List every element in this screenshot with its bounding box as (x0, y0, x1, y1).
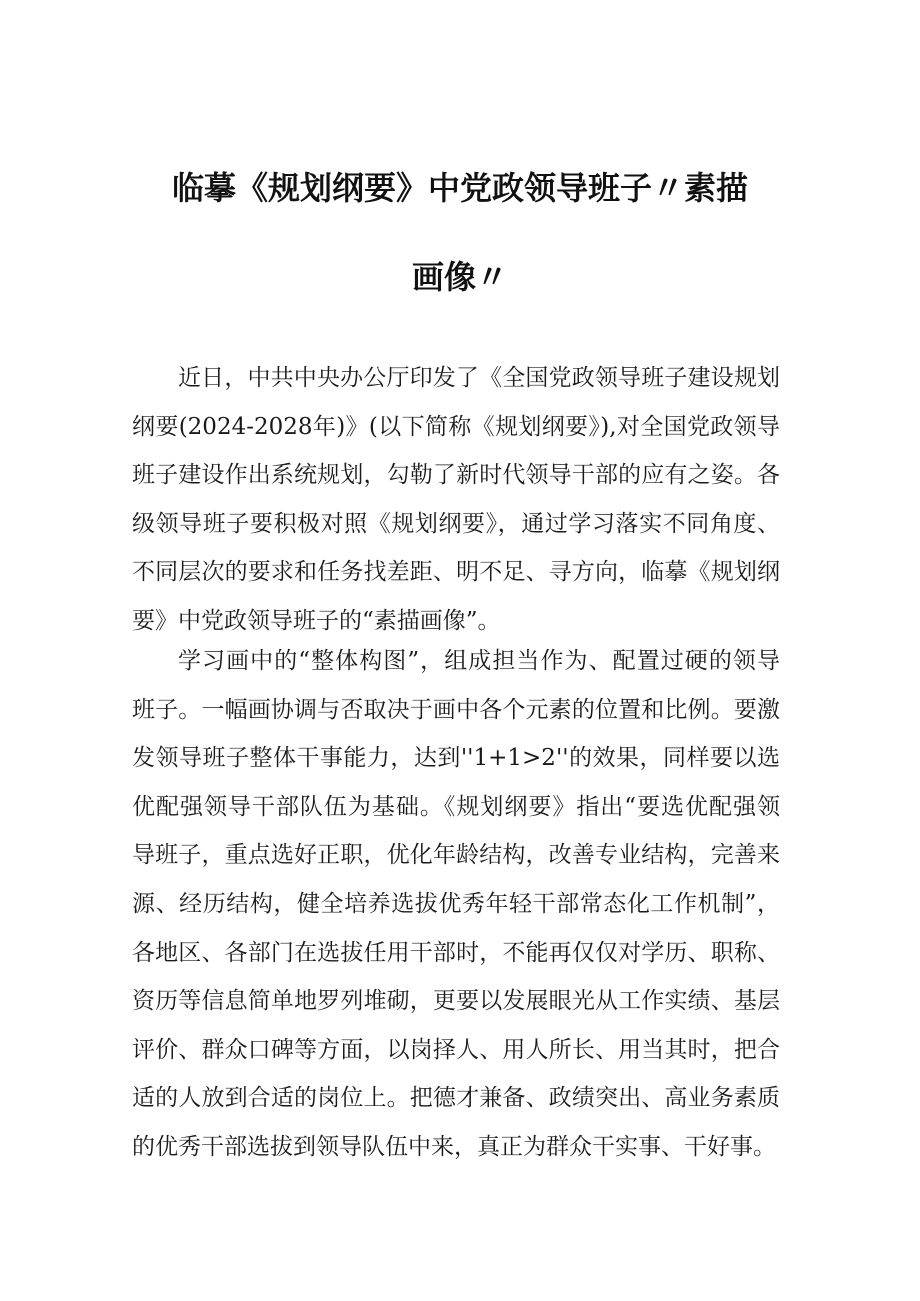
document-title-line-1: 临摹《规划纲要》中党政领导班子〃素描 (171, 169, 748, 207)
paragraph-2 (132, 637, 780, 1172)
paragraph-1 (132, 354, 780, 646)
paragraph-line: 优配强领导干部队伍为基础。《规划纲要》指出“要选优配强领 (132, 793, 780, 820)
paragraph-line: 要》中党政领导班子的“素描画像”。 (132, 607, 501, 634)
paragraph-line: 的优秀干部选拔到领导队伍中来，真正为群众干实事、干好事。 (132, 1133, 776, 1160)
paragraph-line: 资历等信息简单地罗列堆砌，更要以发展眼光从工作实绩、基层 (132, 988, 780, 1015)
paragraph-line: 导班子，重点选好正职，优化年龄结构，改善专业结构，完善来 (132, 842, 780, 869)
paragraph-line: 适的人放到合适的岗位上。把德才兼备、政绩突出、高业务素质 (132, 1085, 780, 1112)
paragraph-line: 发领导班子整体干事能力，达到''1+1>2''的效果，同样要以选 (132, 745, 780, 772)
paragraph-line: 纲要(2024-2028年)》(以下简称《规划纲要》),对全国党政领导 (132, 413, 780, 440)
paragraph-line: 各地区、各部门在选拔任用干部时，不能再仅仅对学历、职称、 (132, 939, 780, 966)
paragraph-line: 学习画中的“整体构图”，组成担当作为、配置过硬的领导 (178, 648, 780, 674)
document-title-line-2: 画像〃 (411, 258, 508, 296)
paragraph-line: 不同层次的要求和任务找差距、明不足、寻方向，临摹《规划纲 (132, 559, 780, 586)
paragraph-line: 班子建设作出系统规划，勾勒了新时代领导干部的应有之姿。各 (132, 462, 780, 489)
paragraph-line: 源、经历结构，健全培养选拔优秀年轻干部常态化工作机制”， (132, 890, 780, 917)
paragraph-line: 评价、群众口碑等方面，以岗择人、用人所长、用当其时，把合 (132, 1036, 780, 1063)
paragraph-line: 班子。一幅画协调与否取决于画中各个元素的位置和比例。要激 (132, 696, 780, 723)
paragraph-line: 近日，中共中央办公厅印发了《全国党政领导班子建设规划 (178, 365, 780, 391)
paragraph-line: 级领导班子要积极对照《规划纲要》，通过学习落实不同角度、 (132, 510, 780, 537)
